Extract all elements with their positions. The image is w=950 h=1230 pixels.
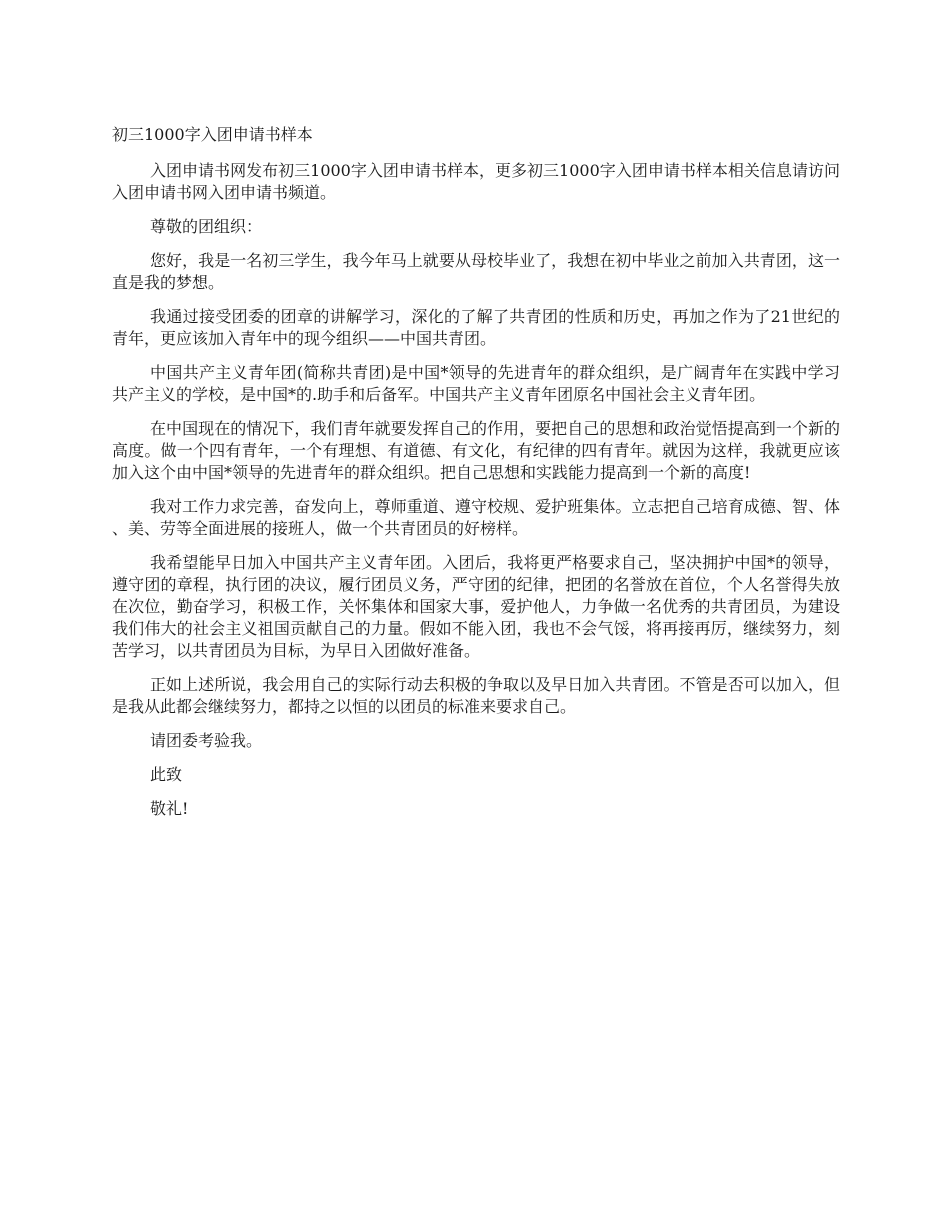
paragraph-regards: 敬礼!	[150, 799, 189, 818]
document-page	[112, 124, 840, 832]
paragraph-request: 请团委考验我。	[150, 731, 263, 750]
paragraph-study: 我通过接受团委的团章的讲解学习，深化的了解了共青团的性质和历史，再加之作为了21世纪的青年，更应该加入青年中的现今组织——中国共青团。	[112, 307, 840, 348]
paragraph-youth-role: 在中国现在的情况下，我们青年就要发挥自己的作用，要把自己的思想和政治觉悟提高到一个新的高度。做一个四有青年，一个有理想、有道德、有文化，有纪律的四有青年。就因为这样，我就更应该加入这个由中国*领导的先进青年的群众组织。把自己思想和实践能力提高到一个新的高度!	[112, 419, 840, 482]
paragraph-self-evaluation: 我对工作力求完善，奋发向上，尊师重道、遵守校规、爱护班集体。立志把自己培育成德、智、体、美、劳等全面进展的接班人，做一个共青团员的好榜样。	[112, 497, 840, 538]
paragraph-closing: 此致	[150, 765, 183, 784]
document-title: 初三1000字入团申请书样本	[112, 125, 313, 144]
paragraph-greeting: 您好，我是一名初三学生，我今年马上就要从母校毕业了，我想在初中毕业之前加入共青团，这一直是我的梦想。	[112, 251, 840, 292]
paragraph-commitment: 我希望能早日加入中国共产主义青年团。入团后，我将更严格要求自己，坚决拥护中国*的领导，遵守团的章程，执行团的决议，履行团员义务，严守团的纪律，把团的名誉放在首位，个人名誉得失放在次位，勤奋学习，积极工作，关怀集体和国家大事，爱护他人，力争做一名优秀的共青团员，为建设我们伟大的社会主义祖国贡献自己的力量。假如不能入团，我也不会气馁，将再接再厉，继续努力，刻苦学习，以共青团员为目标，为早日入团做好准备。	[112, 553, 840, 660]
paragraph-resolve: 正如上述所说，我会用自己的实际行动去积极的争取以及早日加入共青团。不管是否可以加入，但是我从此都会继续努力，都持之以恒的以团员的标准来要求自己。	[112, 675, 840, 716]
paragraph-salutation: 尊敬的团组织：	[150, 217, 263, 236]
paragraph-intro: 入团申请书网发布初三1000字入团申请书样本，更多初三1000字入团申请书样本相关信息请访问入团申请书网入团申请书频道。	[112, 161, 840, 202]
paragraph-league-definition: 中国共产主义青年团(简称共青团)是中国*领导的先进青年的群众组织，是广阔青年在实践中学习共产主义的学校，是中国*的.助手和后备军。中国共产主义青年团原名中国社会主义青年团。	[112, 363, 840, 404]
